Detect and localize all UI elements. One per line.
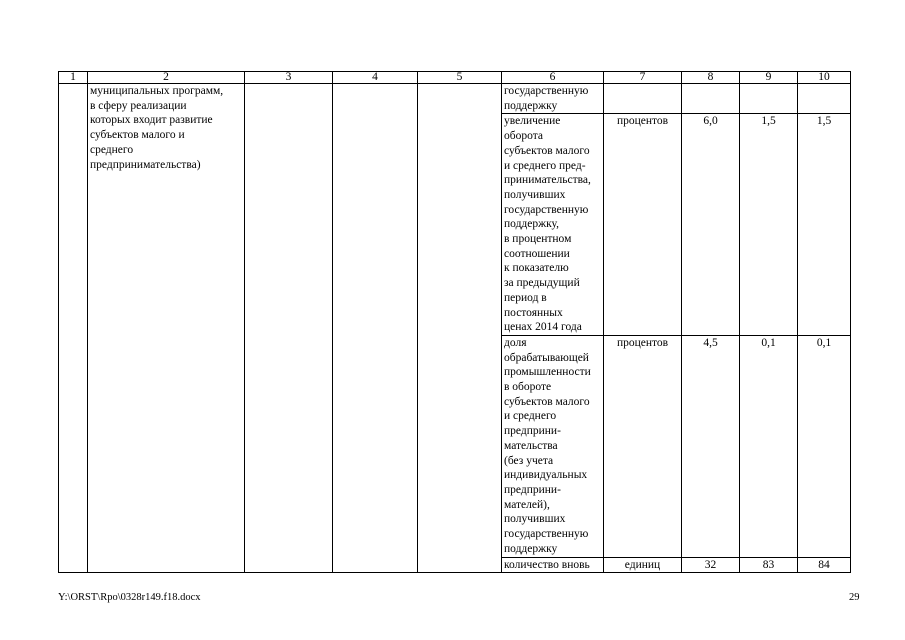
- data-table: [58, 71, 851, 573]
- header-cell: 8: [682, 72, 740, 84]
- header-cell: 7: [604, 72, 682, 84]
- table-row: [59, 84, 851, 114]
- unit-cell: [604, 84, 682, 114]
- value-cell: 84: [798, 557, 851, 573]
- unit-cell: процентов: [604, 114, 682, 336]
- indicator-cell: государственную поддержку: [502, 84, 604, 114]
- header-cell: 9: [740, 72, 798, 84]
- value-cell: 1,5: [798, 114, 851, 336]
- value-cell: 1,5: [740, 114, 798, 336]
- indicator-cell: количество вновь: [502, 557, 604, 573]
- value-cell: 6,0: [682, 114, 740, 336]
- value-cell: [682, 84, 740, 114]
- header-cell: 4: [333, 72, 418, 84]
- value-cell: 0,1: [740, 335, 798, 557]
- col5-cell: [418, 84, 502, 573]
- header-cell: 6: [502, 72, 604, 84]
- value-cell: 4,5: [682, 335, 740, 557]
- value-cell: [740, 84, 798, 114]
- header-cell: 1: [59, 72, 88, 84]
- value-cell: 32: [682, 557, 740, 573]
- value-cell: 83: [740, 557, 798, 573]
- col1-cell: [59, 84, 88, 573]
- header-cell: 5: [418, 72, 502, 84]
- indicator-cell: доля обрабатывающей промышленности в обороте субъектов малого и среднего предприни- мательства (без учета индивидуальных предприни- мателей), получивших государственную поддержку: [502, 335, 604, 557]
- value-cell: 0,1: [798, 335, 851, 557]
- footer-file-path: Y:\ORST\Rpo\0328r149.f18.docx: [58, 592, 201, 603]
- header-cell: 3: [245, 72, 333, 84]
- header-cell: 10: [798, 72, 851, 84]
- col4-cell: [333, 84, 418, 573]
- header-row: [59, 72, 851, 84]
- indicator-cell: увеличение оборота субъектов малого и среднего пред- принимательства, получивших государственную поддержку, в процентном соотношении к показателю за предыдущий период в постоянных ценах 2014 года: [502, 114, 604, 336]
- footer-page-number: 29: [849, 592, 860, 603]
- unit-cell: единиц: [604, 557, 682, 573]
- program-description-cell: муниципальных программ, в сферу реализации которых входит развитие субъектов малого и среднего предпринимательства): [88, 84, 245, 573]
- header-cell: 2: [88, 72, 245, 84]
- unit-cell: процентов: [604, 335, 682, 557]
- col3-cell: [245, 84, 333, 573]
- value-cell: [798, 84, 851, 114]
